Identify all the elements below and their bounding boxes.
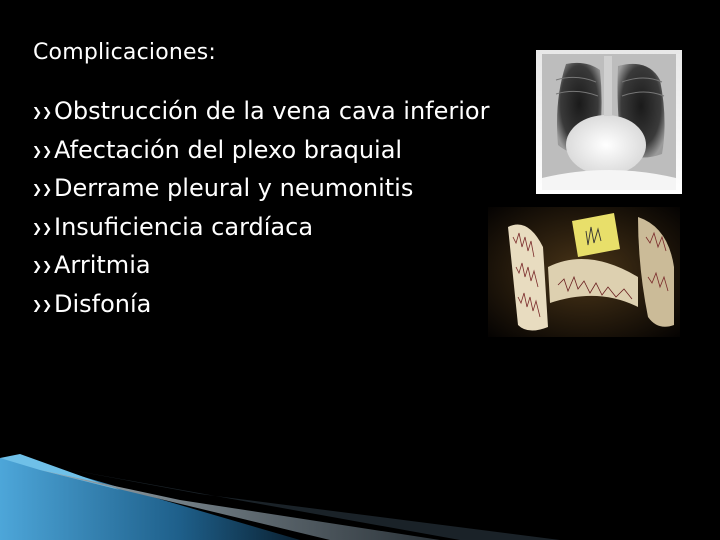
list-item	[32, 285, 489, 324]
bullet-text: Arritmia	[54, 251, 151, 280]
bullet-list	[32, 92, 489, 323]
bullet-text: Afectación del plexo braquial	[54, 135, 403, 164]
decorative-swoosh	[0, 440, 720, 540]
chevron-bullet-icon: ❯❯	[32, 182, 53, 197]
list-item	[32, 246, 489, 285]
list-item	[32, 169, 489, 208]
bullet-text: Obstrucción de la vena cava inferior	[54, 97, 490, 126]
chevron-bullet-icon: ❯❯	[32, 105, 53, 120]
chest-xray-image	[536, 50, 682, 194]
bullet-text: Insuficiencia cardíaca	[54, 212, 314, 241]
list-item	[32, 208, 489, 247]
bullet-text: Derrame pleural y neumonitis	[54, 174, 414, 203]
chevron-bullet-icon: ❯❯	[32, 143, 53, 158]
slide-title: Complicaciones:	[33, 40, 217, 65]
bullet-text: Disfonía	[54, 289, 152, 318]
chevron-bullet-icon: ❯❯	[32, 259, 53, 274]
list-item	[32, 131, 489, 170]
ecg-strips-image	[488, 207, 680, 337]
chevron-bullet-icon: ❯❯	[32, 297, 53, 312]
chevron-bullet-icon: ❯❯	[32, 220, 53, 235]
list-item	[32, 92, 489, 131]
